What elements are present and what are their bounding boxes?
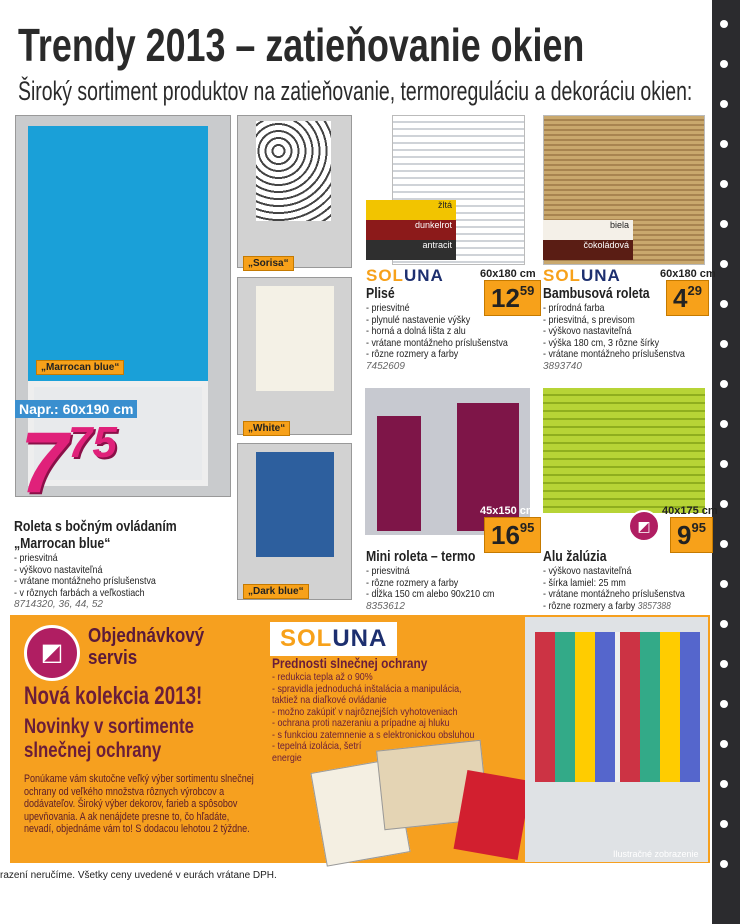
novinky-title: Novinky v sortimente slnečnej ochrany [24,715,194,762]
alu-features: - výškovo nastaviteľná - šírka lamiel: 25 mm - vrátane montážneho príslušenstva - rôzne rozmery a farby 3857388 [543,565,685,612]
product-name-2: „Marrocan blue“ [14,535,111,552]
mini-price: $16^{95}$ [484,517,541,553]
soluna-logo: SOLUNA [543,266,621,285]
alu-size: 40x175 cm [662,505,718,517]
bamboo-features: - prírodná farba - priesvitná, s previsom - výškovo nastaviteľná - výška 180 cm, 3 rôzne šírky - vrátane montážneho príslušenstva 3893740 [543,302,685,372]
color-label: „Marrocan blue“ [36,360,124,375]
order-service-title: Objednávkový servis [88,625,205,669]
bamboo-swatches: biela čokoládová [543,220,633,260]
mini-name: Mini roleta – termo [366,548,476,565]
plise-name: Plisé [366,285,395,302]
size-note: Napr.: 60x190 cm [15,400,137,418]
benefits-list: - redukcia tepla až o 90% - spravidla jednoduchá inštalácia a manipulácia, taktiež na diaľkové ovládanie - možno zakúpiť v najrôznejších vyhotoveniach - ochrana proti nazeraniu a prípadne aj hluku - s funkciou zatemnenie a s elektronickou obsluhou - tepelná izolácia, šetrí energie [272,671,475,764]
product-name: Roleta s bočným ovládaním [14,518,177,535]
bamboo-price: $4^{29}$ [666,280,709,316]
variant-dark-blue: „Dark blue“ [237,443,352,600]
showroom-photo [525,617,708,862]
page-subtitle: Široký sortiment produktov na zatieňovanie, termoreguláciu a dekoráciu okien: [18,76,693,106]
bamboo-size: 60x180 cm [660,268,716,280]
variant-white: „White“ [237,277,352,435]
feature-list: - priesvitná - výškovo nastaviteľná - vrátane montážneho príslušenstva - v rôznych farbách a veľkostiach 8714320, 36, 44, 52 [14,552,156,610]
plise-features: - priesvitné - plynulé nastavenie výšky - horná a dolná lišta z alu - vrátane montážneho príslušenstva - rôzne rozmery a farby 7452609 [366,302,508,372]
blue-blind [28,126,208,381]
order-service-icon: ◩ [24,625,80,681]
variant-sorisa: „Sorisa“ [237,115,352,268]
plise-size: 60x180 cm [480,268,536,280]
main-price: $7^{75}$ [20,415,117,511]
alu-photo [543,388,705,513]
bamboo-name: Bambusová roleta [543,285,650,302]
promo-body: Ponúkame vám skutočne veľký výber sortimentu slnečnej ochrany od veľkého množstva rôznych výrobcov a dodávateľov. Široký výber dekorov, farieb a spôsobov upevňovania. A ak nenájdete presne to, čo hľadáte, nevadí, objednáme vám to! S dodacou lehotou 2 týždne. [24,773,254,835]
benefits-title: Prednosti slnečnej ochrany [272,655,428,671]
soluna-logo: SOLUNA [270,622,397,656]
photo-caption: Ilustračné zobrazenie [613,849,699,859]
collection-title: Nová kolekcia 2013! [24,682,203,710]
footer-note: razení neručíme. Všetky ceny uvedené v eurách vrátane DPH. [0,870,277,881]
mini-features: - priesvitná - rôzne rozmery a farby - dĺžka 150 cm alebo 90x210 cm 8353612 [366,565,495,612]
soluna-logo: SOLUNA [366,266,444,285]
page-title: Trendy 2013 – zatieňovanie okien [18,19,585,71]
order-service-icon: ◩ [628,510,660,542]
mini-size: 45x150 cm [480,505,536,517]
plise-price: $12^{59}$ [484,280,541,316]
page-binding [712,0,740,924]
alu-name: Alu žalúzia [543,548,607,565]
alu-price: $9^{95}$ [670,517,713,553]
plise-swatches: žltá dunkelrot antracit [366,200,456,260]
